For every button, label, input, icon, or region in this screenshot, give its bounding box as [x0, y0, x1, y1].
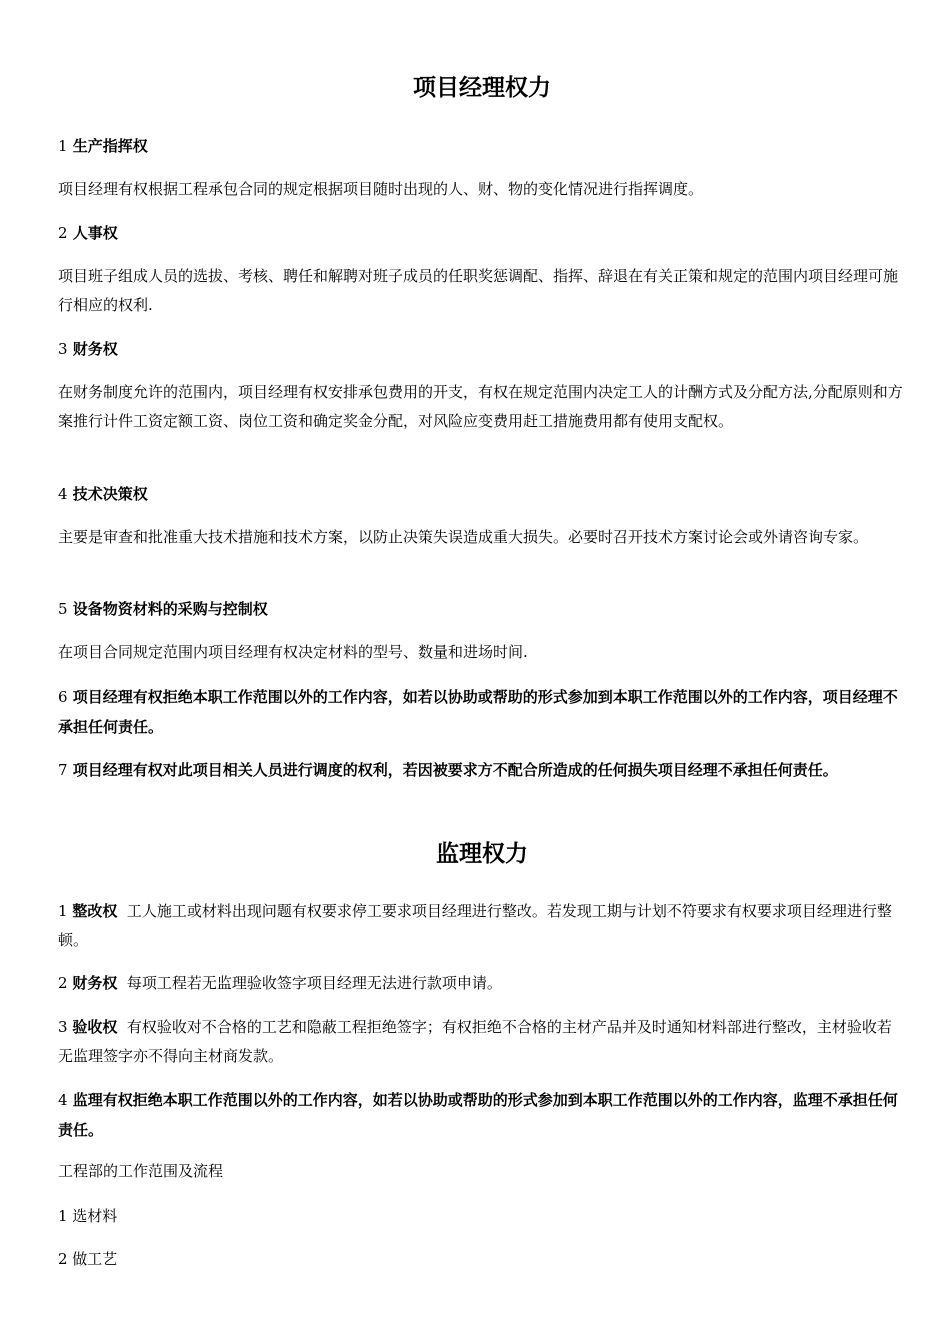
sup-item-1-text: 工人施工或材料出现问题有权要求停工要求项目经理进行整改。若发现工期与计划不符要求有权要求项目经理进行整顿。 [58, 902, 892, 949]
pm-para-4: 主要是审查和批准重大技术措施和技术方案，以防止决策失误造成重大损失。必要时召开技术方案讨论会或外请咨询专家。 [58, 528, 869, 546]
sup-item-3-num: 3 [58, 1018, 68, 1036]
pm-heading-2-text: 人事权 [72, 224, 118, 242]
pm-title: 项目经理权力 [413, 75, 551, 101]
sup-item-3-text: 有权验收对不合格的工艺和隐蔽工程拒绝签字；有权拒绝不合格的主材产品并及时通知材料部进行整改，主材验收若无监理签字亦不得向主材商发款。 [58, 1018, 892, 1065]
pm-heading-3-num: 3 [58, 340, 68, 358]
eng-title: 工程部的工作范围及流程 [58, 1162, 224, 1180]
pm-item-7-num: 7 [58, 761, 68, 779]
sup-item-3 [58, 1013, 906, 1071]
pm-item-6-text: 项目经理有权拒绝本职工作范围以外的工作内容，如若以协助或帮助的形式参加到本职工作范围以外的工作内容，项目经理不承担任何责任。 [58, 688, 898, 736]
pm-heading-4-num: 4 [58, 485, 68, 503]
pm-item-6-num: 6 [58, 688, 68, 706]
pm-heading-3-text: 财务权 [72, 340, 118, 358]
pm-heading-1-num: 1 [58, 137, 68, 155]
pm-heading-5-text: 设备物资材料的采购与控制权 [72, 600, 268, 618]
sup-item-4-num: 4 [58, 1091, 68, 1109]
pm-heading-4-text: 技术决策权 [72, 485, 148, 503]
pm-item-7 [58, 755, 906, 785]
pm-heading-5 [58, 598, 906, 620]
pm-heading-1-text: 生产指挥权 [72, 137, 148, 155]
pm-heading-2-num: 2 [58, 224, 68, 242]
eng-item-2: 2 做工艺 [58, 1250, 118, 1268]
pm-para-5: 在项目合同规定范围内项目经理有权决定材料的型号、数量和进场时间. [58, 643, 528, 661]
sup-item-2-term: 财务权 [72, 974, 118, 992]
sup-item-3-term: 验收权 [72, 1018, 118, 1036]
pm-heading-4 [58, 483, 906, 505]
sup-title: 监理权力 [436, 841, 528, 867]
pm-para-2: 项目班子组成人员的选拔、考核、聘任和解聘对班子成员的任职奖惩调配、指挥、辞退在有关正策和规定的范围内项目经理可施行相应的权利. [58, 267, 899, 314]
pm-heading-1 [58, 135, 906, 157]
sup-item-4-text: 监理有权拒绝本职工作范围以外的工作内容，如若以协助或帮助的形式参加到本职工作范围以外的工作内容，监理不承担任何责任。 [58, 1091, 898, 1139]
sup-item-4 [58, 1085, 906, 1145]
sup-item-1 [58, 897, 906, 955]
pm-item-6 [58, 682, 906, 742]
sup-item-1-term: 整改权 [72, 902, 118, 920]
pm-heading-2 [58, 222, 906, 244]
sup-item-2 [58, 969, 906, 998]
pm-para-1: 项目经理有权根据工程承包合同的规定根据项目随时出现的人、财、物的变化情况进行指挥调度。 [58, 180, 704, 198]
pm-para-3: 在财务制度允许的范围内，项目经理有权安排承包费用的开支，有权在规定范围内决定工人的计酬方式及分配方法,分配原则和方案推行计件工资定额工资、岗位工资和确定奖金分配，对风险应变费用赶工措施费用都有使用支配权。 [58, 383, 903, 430]
eng-item-1: 1 选材料 [58, 1207, 118, 1225]
pm-heading-5-num: 5 [58, 600, 68, 618]
sup-item-1-num: 1 [58, 902, 68, 920]
pm-heading-3 [58, 338, 906, 360]
sup-item-2-text: 每项工程若无监理验收签字项目经理无法进行款项申请。 [126, 974, 502, 992]
sup-item-2-num: 2 [58, 974, 68, 992]
pm-item-7-text: 项目经理有权对此项目相关人员进行调度的权利，若因被要求方不配合所造成的任何损失项目经理不承担任何责任。 [72, 761, 838, 779]
